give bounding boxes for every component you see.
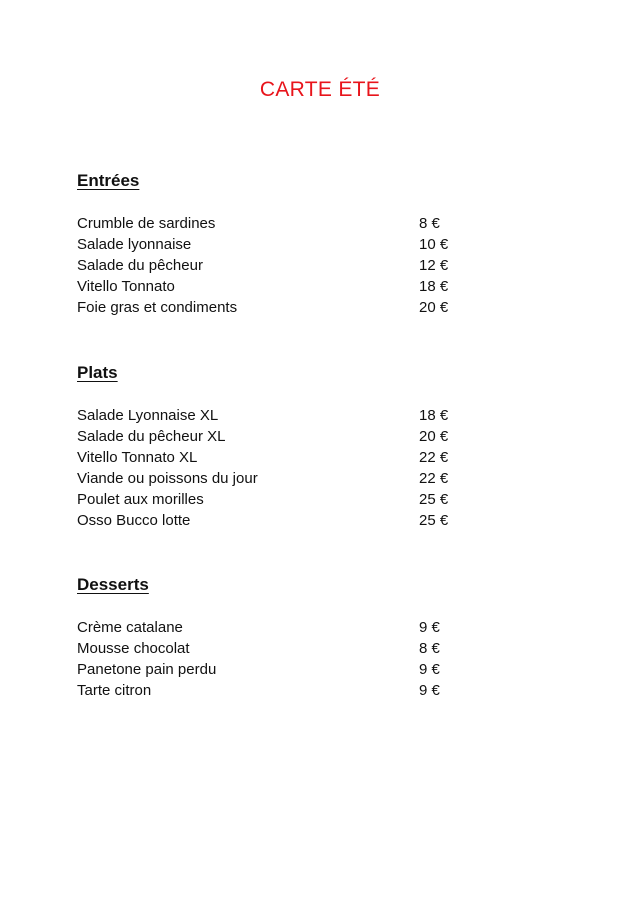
menu-item-list — [77, 213, 477, 318]
item-name: Salade du pêcheur — [77, 257, 203, 274]
item-price: 18 € — [419, 278, 449, 295]
item-name: Vitello Tonnato — [77, 278, 175, 295]
menu-item — [77, 255, 477, 276]
section-plats — [77, 362, 477, 529]
item-price: 18 € — [419, 407, 449, 424]
item-price: 9 € — [419, 619, 440, 636]
item-price: 20 € — [419, 428, 449, 445]
item-price: 9 € — [419, 682, 440, 699]
menu-item — [77, 405, 477, 426]
item-price: 25 € — [419, 512, 449, 529]
menu-item — [77, 213, 477, 234]
section-entrees — [77, 170, 477, 316]
menu-item — [77, 638, 477, 659]
menu-item — [77, 617, 477, 638]
item-name: Crumble de sardines — [77, 215, 216, 232]
menu-item — [77, 426, 477, 447]
item-price: 9 € — [419, 661, 440, 678]
menu-item — [77, 297, 477, 318]
menu-title: CARTE ÉTÉ — [259, 78, 381, 101]
item-name: Vitello Tonnato XL — [77, 449, 198, 466]
menu-item — [77, 659, 477, 680]
item-name: Mousse chocolat — [77, 640, 190, 657]
menu-item-list — [77, 405, 477, 531]
item-price: 8 € — [419, 640, 440, 657]
item-price: 20 € — [419, 299, 449, 316]
item-name: Viande ou poissons du jour — [77, 470, 258, 487]
item-name: Salade lyonnaise — [77, 236, 192, 253]
item-price: 10 € — [419, 236, 449, 253]
item-name: Panetone pain perdu — [77, 661, 217, 678]
menu-item — [77, 489, 477, 510]
section-heading: Plats — [77, 363, 118, 382]
item-price: 25 € — [419, 491, 449, 508]
menu-item — [77, 276, 477, 297]
item-name: Crème catalane — [77, 619, 183, 636]
menu-item — [77, 447, 477, 468]
section-heading: Desserts — [77, 575, 149, 594]
menu-item — [77, 680, 477, 701]
item-name: Osso Bucco lotte — [77, 512, 191, 529]
item-price: 22 € — [419, 449, 449, 466]
item-name: Foie gras et condiments — [77, 299, 238, 316]
item-price: 12 € — [419, 257, 449, 274]
item-name: Salade Lyonnaise XL — [77, 407, 219, 424]
menu-item — [77, 234, 477, 255]
item-price: 22 € — [419, 470, 449, 487]
item-name: Tarte citron — [77, 682, 152, 699]
item-price: 8 € — [419, 215, 440, 232]
menu-item — [77, 510, 477, 531]
section-heading: Entrées — [77, 171, 140, 190]
menu-item-list — [77, 617, 477, 701]
item-name: Salade du pêcheur XL — [77, 428, 226, 445]
item-name: Poulet aux morilles — [77, 491, 204, 508]
menu-item — [77, 468, 477, 489]
section-desserts — [77, 574, 477, 699]
